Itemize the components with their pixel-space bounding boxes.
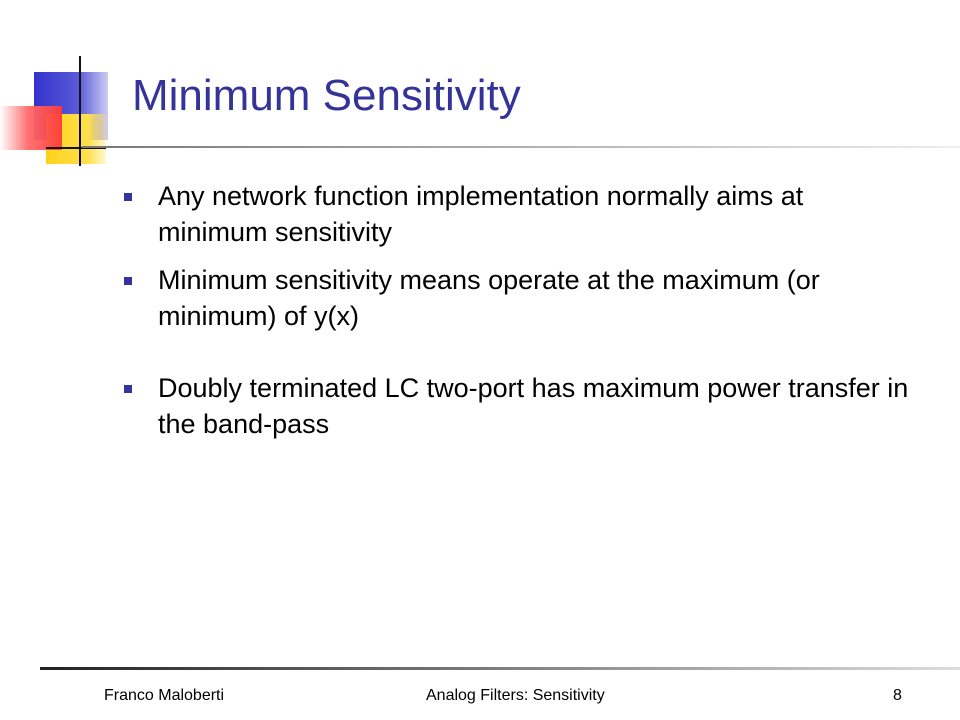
square-bullet-icon (124, 385, 132, 393)
bullet-item (120, 370, 910, 442)
footer-page-number: 8 (893, 687, 902, 704)
footer-divider (40, 667, 960, 670)
slide-title: Minimum Sensitivity (132, 71, 521, 120)
square-bullet-icon (124, 277, 132, 285)
bullet-text: Doubly terminated LC two-port has maximum power transfer in the band-pass (158, 373, 909, 439)
bullet-item (120, 178, 910, 250)
bullet-list (120, 178, 910, 454)
bullet-text: Any network function implementation normally aims at minimum sensitivity (158, 181, 804, 247)
footer-author: Franco Maloberti (104, 687, 225, 704)
square-bullet-icon (124, 193, 132, 201)
bullet-text: Minimum sensitivity means operate at the maximum (or minimum) of y(x) (158, 265, 820, 331)
title-divider (82, 146, 960, 148)
footer-course-title: Analog Filters: Sensitivity (426, 687, 605, 704)
ornament-vertical-line (79, 56, 81, 166)
bullet-item (120, 262, 910, 334)
ornament-red-square (0, 106, 62, 150)
decorative-ornament (0, 0, 150, 170)
